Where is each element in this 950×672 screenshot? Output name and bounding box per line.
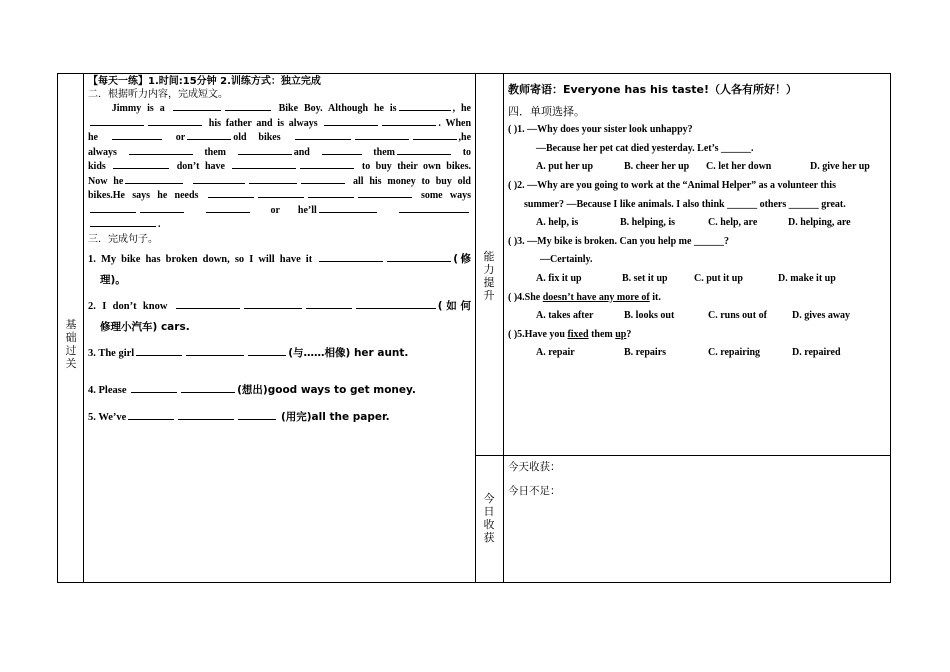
answer-blank[interactable] xyxy=(248,346,286,356)
answer-blank[interactable] xyxy=(131,383,177,393)
answer-blank[interactable] xyxy=(319,203,377,213)
answer-blank[interactable] xyxy=(193,174,245,184)
option-a[interactable]: A. fix it up xyxy=(536,272,582,284)
question-3: ( )3. —My bike is broken. Can you help me ______? —Certainly. A. fix it up B. set it up C. put it up D. make it up xyxy=(508,233,888,289)
answer-blank[interactable] xyxy=(90,217,156,227)
option-b[interactable]: B. set it up xyxy=(622,272,668,284)
answer-blank[interactable] xyxy=(128,410,174,420)
answer-blank[interactable] xyxy=(232,159,296,169)
section3-title: 三．完成句子。 xyxy=(88,233,158,245)
answer-blank[interactable] xyxy=(358,188,412,198)
answer-blank[interactable] xyxy=(125,174,183,184)
listening-passage xyxy=(88,101,471,232)
sentence-item: 2. I don’t know (如何 xyxy=(88,300,471,312)
answer-blank[interactable] xyxy=(295,130,351,140)
answer-blank[interactable] xyxy=(90,203,136,213)
options-row xyxy=(508,158,888,177)
worksheet-table xyxy=(57,73,891,583)
harvest-cell xyxy=(508,460,888,498)
row-divider xyxy=(475,455,890,456)
options-row xyxy=(508,214,888,233)
sentence-continuation: 修理小汽车) cars. xyxy=(100,321,190,333)
sentence-item: 1. My bike has broken down, so I will have it (修 xyxy=(88,253,472,265)
teacher-message: 教师寄语：Everyone has his taste!（人各有所好！） xyxy=(508,83,797,96)
today-gain: 今天收获： xyxy=(508,461,561,473)
answer-blank[interactable] xyxy=(90,116,144,126)
passage-line: he or old bikes ,he xyxy=(88,132,472,143)
option-a[interactable]: A. put her up xyxy=(536,161,594,173)
option-b[interactable]: B. helping, is xyxy=(620,217,676,229)
option-d[interactable]: D. gives away xyxy=(792,310,851,322)
option-a[interactable]: A. repair xyxy=(536,347,575,359)
answer-blank[interactable] xyxy=(249,174,297,184)
label-ability: 能力提升 xyxy=(483,250,495,302)
question-4: ( )4.She doesn’t have any more of it. A. takes after B. looks out C. runs out of D. gives away xyxy=(508,289,888,326)
answer-blank[interactable] xyxy=(178,410,234,420)
options-row xyxy=(508,270,888,289)
answer-blank[interactable] xyxy=(238,145,292,155)
sentence-continuation: 理)。 xyxy=(100,274,126,286)
answer-blank[interactable] xyxy=(225,101,271,111)
column-divider-1 xyxy=(83,74,84,582)
passage-line: always them and them to xyxy=(88,146,472,158)
answer-blank[interactable] xyxy=(387,252,451,262)
passage-line: bikes.He says he needs some ways xyxy=(88,190,471,201)
passage-line: Jimmy is a Bike Boy. Although he is , he xyxy=(111,103,471,114)
option-c[interactable]: C. let her down xyxy=(706,161,772,173)
today-shortfall: 今日不足： xyxy=(508,485,561,497)
sentence-item: 4. Please (想出)good ways to get money. xyxy=(88,384,416,396)
answer-blank[interactable] xyxy=(173,101,221,111)
option-c[interactable]: C. repairing xyxy=(708,347,761,359)
answer-blank[interactable] xyxy=(322,145,362,155)
option-c[interactable]: C. help, are xyxy=(708,217,758,229)
answer-blank[interactable] xyxy=(413,130,457,140)
option-d[interactable]: D. give her up xyxy=(810,161,870,173)
answer-blank[interactable] xyxy=(319,252,383,262)
option-b[interactable]: B. repairs xyxy=(624,347,667,359)
label-harvest: 今日收获 xyxy=(483,492,495,544)
label-basic-pass: 基础过关 xyxy=(65,318,77,370)
option-d[interactable]: D. make it up xyxy=(778,272,836,284)
sentence-completion xyxy=(88,252,471,425)
answer-blank[interactable] xyxy=(301,174,345,184)
answer-blank[interactable] xyxy=(148,116,202,126)
answer-blank[interactable] xyxy=(176,299,240,309)
option-c[interactable]: C. put it up xyxy=(694,272,743,284)
passage-line: Now he all his money to buy old xyxy=(88,175,471,187)
ability-cell xyxy=(508,81,888,363)
option-d[interactable]: D. helping, are xyxy=(788,217,851,229)
question-2: ( )2. —Why are you going to work at the “Animal Helper” as a volunteer this summer? —Because I like animals. I also think ______ others ______ great. A. help, is B. helping, is C. help, are D. helping, are xyxy=(508,177,888,233)
question-1: ( )1. —Why does your sister look unhappy? —Because her pet cat died yesterday. Let’s ______. A. put her up B. cheer her up C. let her down D. give her up xyxy=(508,121,888,177)
answer-blank[interactable] xyxy=(187,130,231,140)
options-row xyxy=(508,344,888,363)
sentence-item: 5. We’ve (用完)all the paper. xyxy=(88,411,390,423)
option-a[interactable]: A. help, is xyxy=(536,217,579,229)
answer-blank[interactable] xyxy=(129,145,193,155)
question-5: ( )5.Have you fixed them up? A. repair B. repairs C. repairing D. repaired xyxy=(508,326,888,363)
answer-blank[interactable] xyxy=(186,346,244,356)
passage-line: . xyxy=(88,217,471,232)
option-d[interactable]: D. repaired xyxy=(792,347,841,359)
answer-blank[interactable] xyxy=(356,299,436,309)
option-c[interactable]: C. runs out of xyxy=(708,310,767,322)
column-divider-2 xyxy=(475,74,476,582)
passage-line: kids don’t have to buy their own bikes. xyxy=(88,161,471,172)
option-b[interactable]: B. cheer her up xyxy=(624,161,690,173)
answer-blank[interactable] xyxy=(324,116,378,126)
passage-line: or he’ll xyxy=(88,203,471,218)
answer-blank[interactable] xyxy=(306,299,352,309)
answer-blank[interactable] xyxy=(258,188,304,198)
answer-blank[interactable] xyxy=(399,203,469,213)
practice-header: 【每天一练】1.时间:15分钟 2.训练方式：独立完成 xyxy=(88,76,321,87)
answer-blank[interactable] xyxy=(208,188,254,198)
sentence-item: 3. The girl (与……相像) her aunt. xyxy=(88,347,409,359)
answer-blank[interactable] xyxy=(399,101,451,111)
answer-blank[interactable] xyxy=(308,188,354,198)
section2-title: 二．根据听力内容，完成短文。 xyxy=(88,88,228,100)
answer-blank[interactable] xyxy=(300,159,354,169)
answer-blank[interactable] xyxy=(397,145,451,155)
passage-line: his father and is always . When xyxy=(88,116,471,131)
answer-blank[interactable] xyxy=(206,203,250,213)
options-row xyxy=(508,307,888,326)
answer-blank[interactable] xyxy=(355,130,409,140)
answer-blank[interactable] xyxy=(181,383,235,393)
option-a[interactable]: A. takes after xyxy=(536,310,594,322)
answer-blank[interactable] xyxy=(113,159,169,169)
answer-blank[interactable] xyxy=(382,116,436,126)
column-divider-3 xyxy=(503,74,504,582)
option-b[interactable]: B. looks out xyxy=(624,310,675,322)
answer-blank[interactable] xyxy=(140,203,184,213)
daily-practice-cell xyxy=(88,76,471,425)
answer-blank[interactable] xyxy=(136,346,182,356)
answer-blank[interactable] xyxy=(244,299,302,309)
answer-blank[interactable] xyxy=(238,410,276,420)
section4-title: 四．单项选择。 xyxy=(508,104,585,118)
answer-blank[interactable] xyxy=(112,130,162,140)
